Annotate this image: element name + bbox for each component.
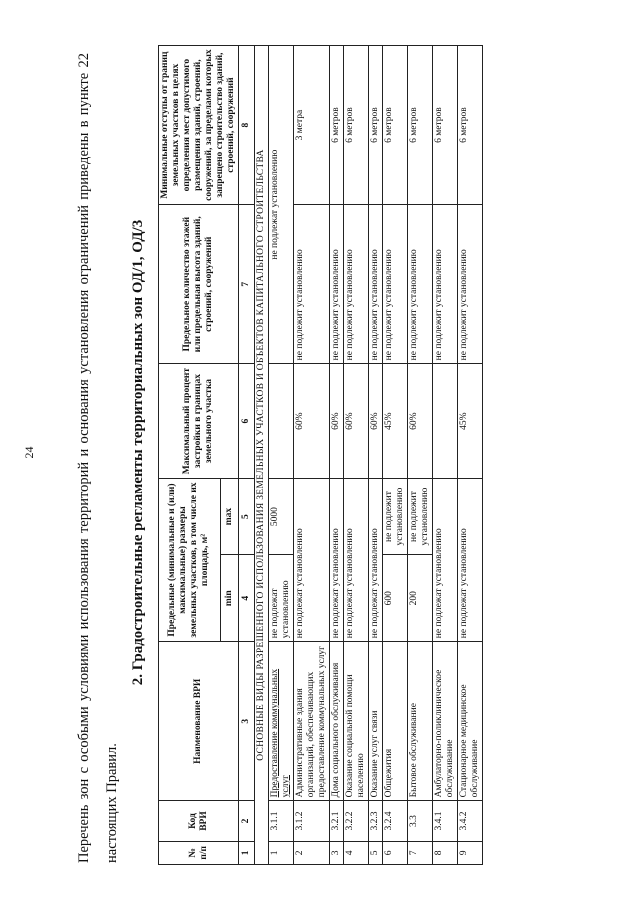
col-number: 3 [239,642,255,801]
row-setback: 6 метров [433,46,458,205]
col-min-header: min [220,555,238,642]
row-setback: 6 метров [458,46,483,205]
row-setback: 6 метров [408,46,433,205]
row-code: 3.1.1 [269,801,294,841]
row-min: не подлежат установлению [330,478,344,641]
row-floors: не подлежит установлению [458,205,483,364]
row-num: 9 [458,841,483,864]
row-num: 8 [433,841,458,864]
row-setback: 6 метров [383,46,408,205]
regulations-table [158,45,483,865]
row-setback: 6 метров [369,46,383,205]
section-title: ОСНОВНЫЕ ВИДЫ РАЗРЕШЕННОГО ИСПОЛЬЗОВАНИЯ ЗЕМЕЛЬНЫХ УЧАСТКОВ И ОБЪЕКТОВ КАПИТАЛЬНОГО СТРОИТЕЛЬСТВА [255,46,269,865]
section-row [255,46,269,865]
row-name: Административные здания организаций, обеспечивающих предоставление коммунальных услуг [294,642,330,801]
row-name: Оказание социальной помощи населению [344,642,369,801]
row-floors: не подлежит установлению [294,205,330,364]
row-min: не подлежат установлению [433,478,458,641]
row-percent: 60% [369,364,383,479]
col-size-header: Предельные (минимальные и (или) максимальные) размеры земельных участков, в том числе их площадь, м² [159,478,221,641]
page-number: 24 [22,446,36,459]
row-name: Дома социального обслуживания [330,642,344,801]
row-percent: 60% [330,364,344,479]
row-floors: не подлежит установлению [330,205,344,364]
row-setback: 3 метра [294,46,330,205]
row-name: Бытовое обслуживание [408,642,433,801]
table-row [408,46,433,865]
col-setback-header: Минимальные отступы от границ земельных участков в целях определения мест допустимого размещения зданий, строений, сооружений, за пределами которых запрещено строительство зданий, строений, сооружений [159,46,239,205]
col-number: 8 [239,46,255,205]
col-number: 2 [239,801,255,841]
row-num: 5 [369,841,383,864]
row-floors: не подлежит установлению [369,205,383,364]
row-min: 200 [408,555,433,642]
row-code: 3.2.3 [369,801,383,841]
section-heading: 2. Градостроительные регламенты территориальных зон ОД/1, ОД/3 [130,219,146,686]
row-max: 5000 [269,478,294,554]
row-name: Амбулаторно-поликлиническое обслуживание [433,642,458,801]
table-row [369,46,383,865]
row-floors: не подлежит установлению [344,205,369,364]
row-percent: 60% [294,364,330,479]
row-min: не подлежат установлению [369,478,383,641]
col-percent-header: Максимальный процент застройки в границах земельного участка [159,364,239,479]
row-num: 4 [344,841,369,864]
row-code: 3.4.1 [433,801,458,841]
row-percent [433,364,458,479]
col-code-header: Код ВРИ [159,801,239,841]
row-setback: 6 метров [330,46,344,205]
row-num: 7 [408,841,433,864]
row-floors: не подлежит установлению [383,205,408,364]
row-percent: 45% [383,364,408,479]
col-number: 6 [239,364,255,479]
row-min: не подлежат установлению [344,478,369,641]
col-number: 1 [239,841,255,864]
row-code: 3.2.4 [383,801,408,841]
table-row [269,46,294,865]
col-name-header: Наименование ВРИ [159,642,239,801]
row-percent: 60% [344,364,369,479]
row-floors: не подлежат установлению [269,46,294,364]
row-num: 2 [294,841,330,864]
table-row [458,46,483,865]
intro-paragraph: Перечень зон с особыми условиями использования территорий и основания установления ограничений приведены в пункте 22 настоящих Правил. [76,53,120,863]
row-code: 3.2.2 [344,801,369,841]
row-num: 1 [269,841,294,864]
header-row [159,46,221,865]
col-number: 7 [239,205,255,364]
table-row [433,46,458,865]
table-row [294,46,330,865]
table-row [344,46,369,865]
row-code: 3.3 [408,801,433,841]
column-number-row [239,46,255,865]
row-setback: 6 метров [344,46,369,205]
table-row [383,46,408,865]
row-name: Оказание услуг связи [369,642,383,801]
row-code: 3.2.1 [330,801,344,841]
table-row [330,46,344,865]
col-num-header: № п/п [159,841,239,864]
row-max: не подлежит установлению [408,478,433,554]
row-num: 3 [330,841,344,864]
row-percent [269,364,294,479]
row-min: не подлежат установлению [294,478,330,641]
row-num: 6 [383,841,408,864]
col-number: 5 [239,478,255,554]
col-floors-header: Предельное количество этажей или предельная высота зданий, строений, сооружений [159,205,239,364]
row-floors: не подлежит установлению [408,205,433,364]
row-percent: 60% [408,364,433,479]
row-name: Стационарное медицинское обслуживание [458,642,483,801]
row-name: Предоставление коммунальных услуг [269,642,294,801]
row-floors: не подлежит установлению [433,205,458,364]
row-name: Общежития [383,642,408,801]
col-max-header: max [220,478,238,554]
row-min: не подлежат установлению [458,478,483,641]
row-min: не подлежат установлению [269,555,294,642]
row-min: 600 [383,555,408,642]
row-max: не подлежит установлению [383,478,408,554]
row-code: 3.4.2 [458,801,483,841]
row-percent: 45% [458,364,483,479]
col-number: 4 [239,555,255,642]
row-code: 3.1.2 [294,801,330,841]
